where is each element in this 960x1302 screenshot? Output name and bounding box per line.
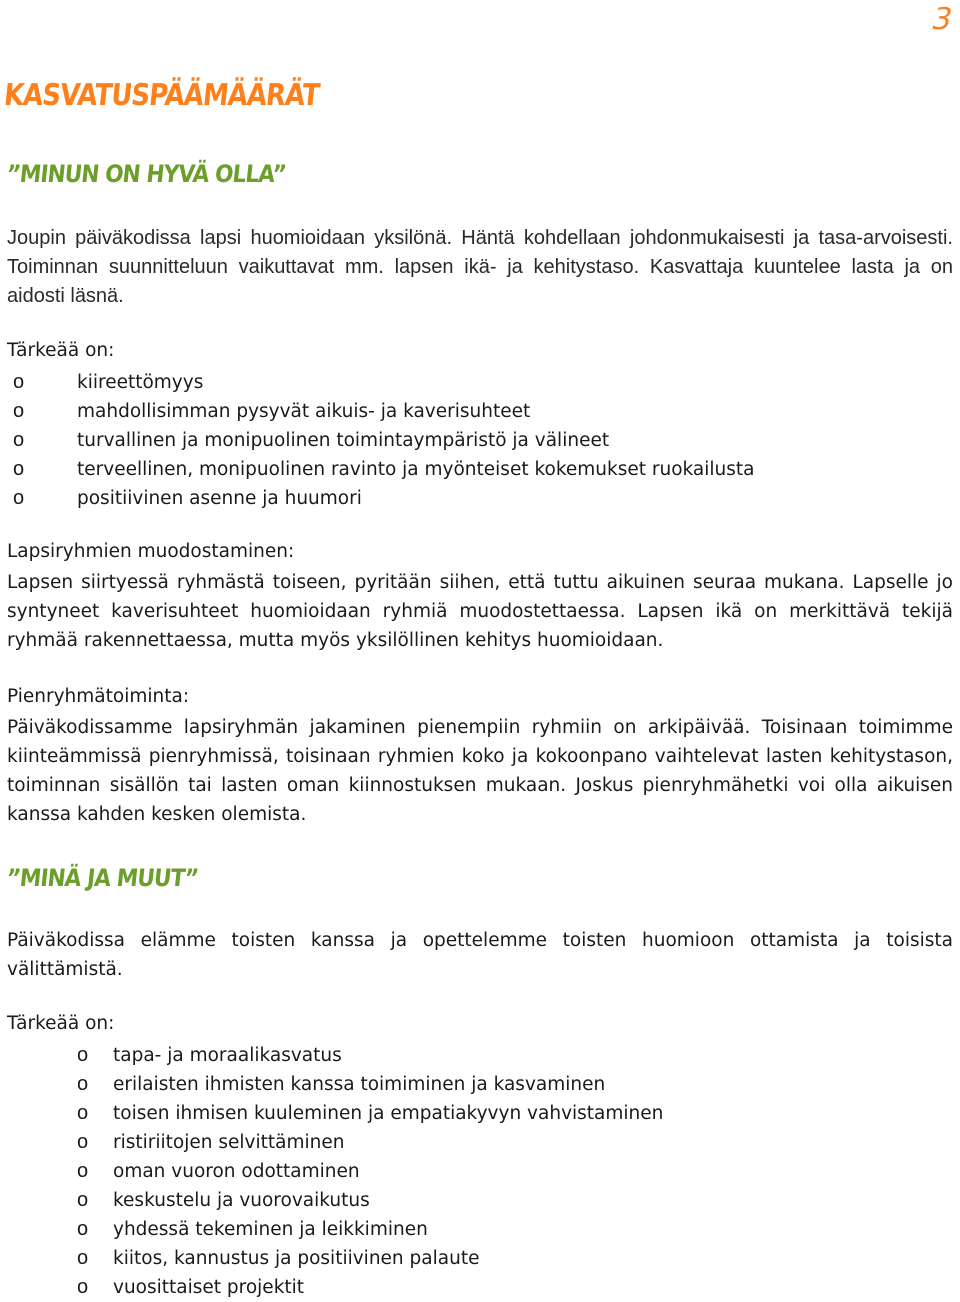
small-groups-text: Päiväkodissamme lapsiryhmän jakaminen pienempiin ryhmiin on arkipäivää. Toisinaan toimimme kiinteämmissä pienryhmissä, toisinaan ryhmien koko ja kokoonpano vaihtelevat lasten kehitystason, toiminnan sisällön tai lasten oman kiinnostuksen mukaan. Joskus pienryhmähetki voi olla aikuisen kanssa kahden kesken olemista.: [7, 717, 953, 825]
main-heading: KASVATUSPÄÄMÄÄRÄT: [2, 78, 321, 113]
bullet-marker: o: [77, 1044, 89, 1066]
section1-intro: Joupin päiväkodissa lapsi huomioidaan yksilönä. Häntä kohdellaan johdonmukaisesti ja tasa-arvoisesti. Toiminnan suunnitteluun vaikuttavat mm. lapsen ikä- ja kehitystaso. Kasvattaja kuuntelee lasta ja on aidosti läsnä.: [7, 227, 953, 307]
list-item-text: positiivinen asenne ja huumori: [77, 488, 362, 509]
section2-title: ”MINÄ JA MUUT”: [5, 864, 200, 892]
list-item-text: terveellinen, monipuolinen ravinto ja myönteiset kokemukset ruokailusta: [77, 459, 755, 480]
section1-title: ”MINUN ON HYVÄ OLLA”: [5, 160, 287, 188]
page-number: 3: [931, 2, 954, 37]
bullet-marker: o: [13, 458, 25, 480]
list-item-text: oman vuoron odottaminen: [113, 1161, 360, 1182]
list-item-text: kiitos, kannustus ja positiivinen palaute: [113, 1248, 480, 1269]
list-item-text: turvallinen ja monipuolinen toimintaympäristö ja välineet: [77, 430, 610, 451]
list-item-text: tapa- ja moraalikasvatus: [113, 1045, 342, 1066]
small-groups-label: Pienryhmätoiminta:: [7, 686, 190, 707]
bullet-marker: o: [13, 429, 25, 451]
bullet-marker: o: [77, 1073, 89, 1095]
groups-text: Lapsen siirtyessä ryhmästä toiseen, pyritään siihen, että tuttu aikuinen seuraa mukana. Lapselle jo syntyneet kaverisuhteet huomioidaan ryhmiä muodostettaessa. Lapsen ikä on merkittävä tekijä ryhmää rakennettaessa, mutta myös yksilöllinen kehitys huomioidaan.: [7, 572, 953, 651]
bullet-marker: o: [77, 1160, 89, 1182]
list-item-text: ristiriitojen selvittäminen: [113, 1132, 345, 1153]
section2-important-label: Tärkeää on:: [7, 1013, 115, 1034]
bullet-marker: o: [77, 1189, 89, 1211]
bullet-marker: o: [77, 1218, 89, 1240]
list-item-text: vuosittaiset projektit: [113, 1277, 305, 1298]
list-item-text: keskustelu ja vuorovaikutus: [113, 1190, 370, 1211]
section2-intro: Päiväkodissa elämme toisten kanssa ja opettelemme toisten huomioon ottamista ja toisista välittämistä.: [7, 930, 953, 980]
bullet-marker: o: [13, 400, 25, 422]
list-item-text: erilaisten ihmisten kanssa toimiminen ja kasvaminen: [113, 1074, 606, 1095]
list-item-text: toisen ihmisen kuuleminen ja empatiakyvyn vahvistaminen: [113, 1103, 664, 1124]
bullet-marker: o: [77, 1102, 89, 1124]
list-item-text: kiireettömyys: [77, 372, 204, 393]
list-item-text: yhdessä tekeminen ja leikkiminen: [113, 1219, 428, 1240]
section1-important-label: Tärkeää on:: [7, 340, 115, 361]
bullet-marker: o: [13, 487, 25, 509]
bullet-marker: o: [77, 1276, 89, 1298]
bullet-marker: o: [77, 1247, 89, 1269]
list-item-text: mahdollisimman pysyvät aikuis- ja kaverisuhteet: [77, 401, 531, 422]
bullet-marker: o: [13, 371, 25, 393]
bullet-marker: o: [77, 1131, 89, 1153]
groups-label: Lapsiryhmien muodostaminen:: [7, 541, 295, 562]
